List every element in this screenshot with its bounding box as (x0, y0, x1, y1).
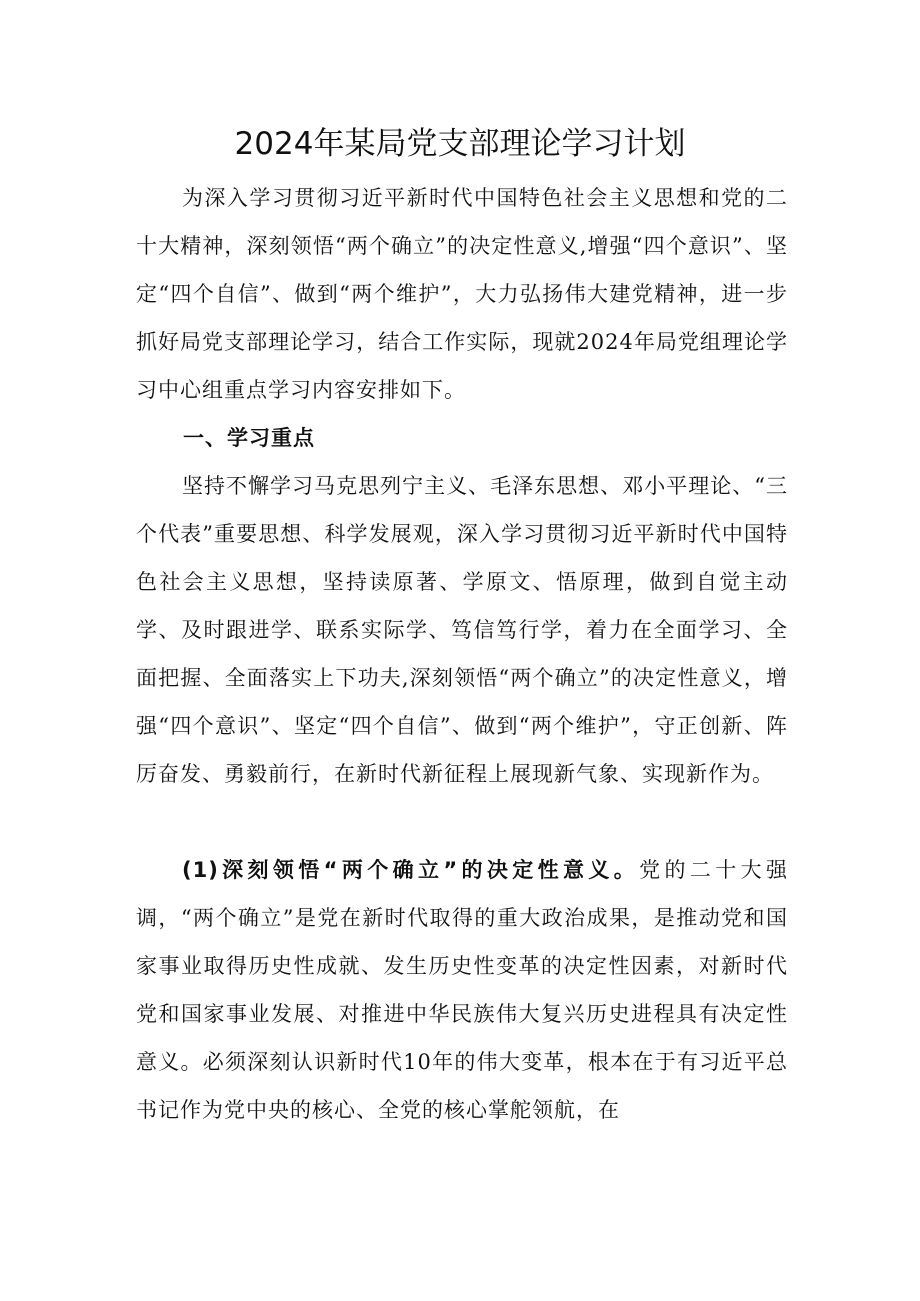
intro-paragraph: 为深入学习贯彻习近平新时代中国特色社会主义思想和党的二十大精神，深刻领悟“两个确立”的决定性意义,增强“四个意识”、坚定“四个自信”、做到“两个维护”，大力弘扬伟大建党精神，进一步抓好局党支部理论学习，结合工作实际，现就2024年局党组理论学习中心组重点学习内容安排如下。 (136, 186, 788, 402)
item-lead: (1)深刻领悟“两个确立”的决定性意义。 (182, 858, 640, 882)
document-title: 2024年某局党支部理论学习计划 (234, 126, 686, 162)
item-text: 党的二十大强调，“两个确立”是党在新时代取得的重大政治成果，是推动党和国家事业取得历史性成就、发生历史性变革的决定性因素，对新时代党和国家事业发展、对推进中华民族伟大复兴历史进程具有决定性意义。必须深刻认识新时代10年的伟大变革，根本在于有习近平总书记作为党中央的核心、全党的核心掌舵领航，在 (136, 858, 788, 1122)
section-paragraph: 坚持不懈学习马克思列宁主义、毛泽东思想、邓小平理论、“三个代表”重要思想、科学发展观，深入学习贯彻习近平新时代中国特色社会主义思想，坚持读原著、学原文、悟原理，做到自觉主动学、及时跟进学、联系实际学、笃信笃行学，着力在全面学习、全面把握、全面落实上下功夫,深刻领悟“两个确立”的决定性意义，增强“四个意识”、坚定“四个自信”、做到“两个维护”，守正创新、阵厉奋发、勇毅前行，在新时代新征程上展现新气象、实现新作为。 (136, 474, 788, 786)
section-heading: 一、学习重点 (183, 426, 315, 450)
item-paragraph (136, 846, 788, 1134)
